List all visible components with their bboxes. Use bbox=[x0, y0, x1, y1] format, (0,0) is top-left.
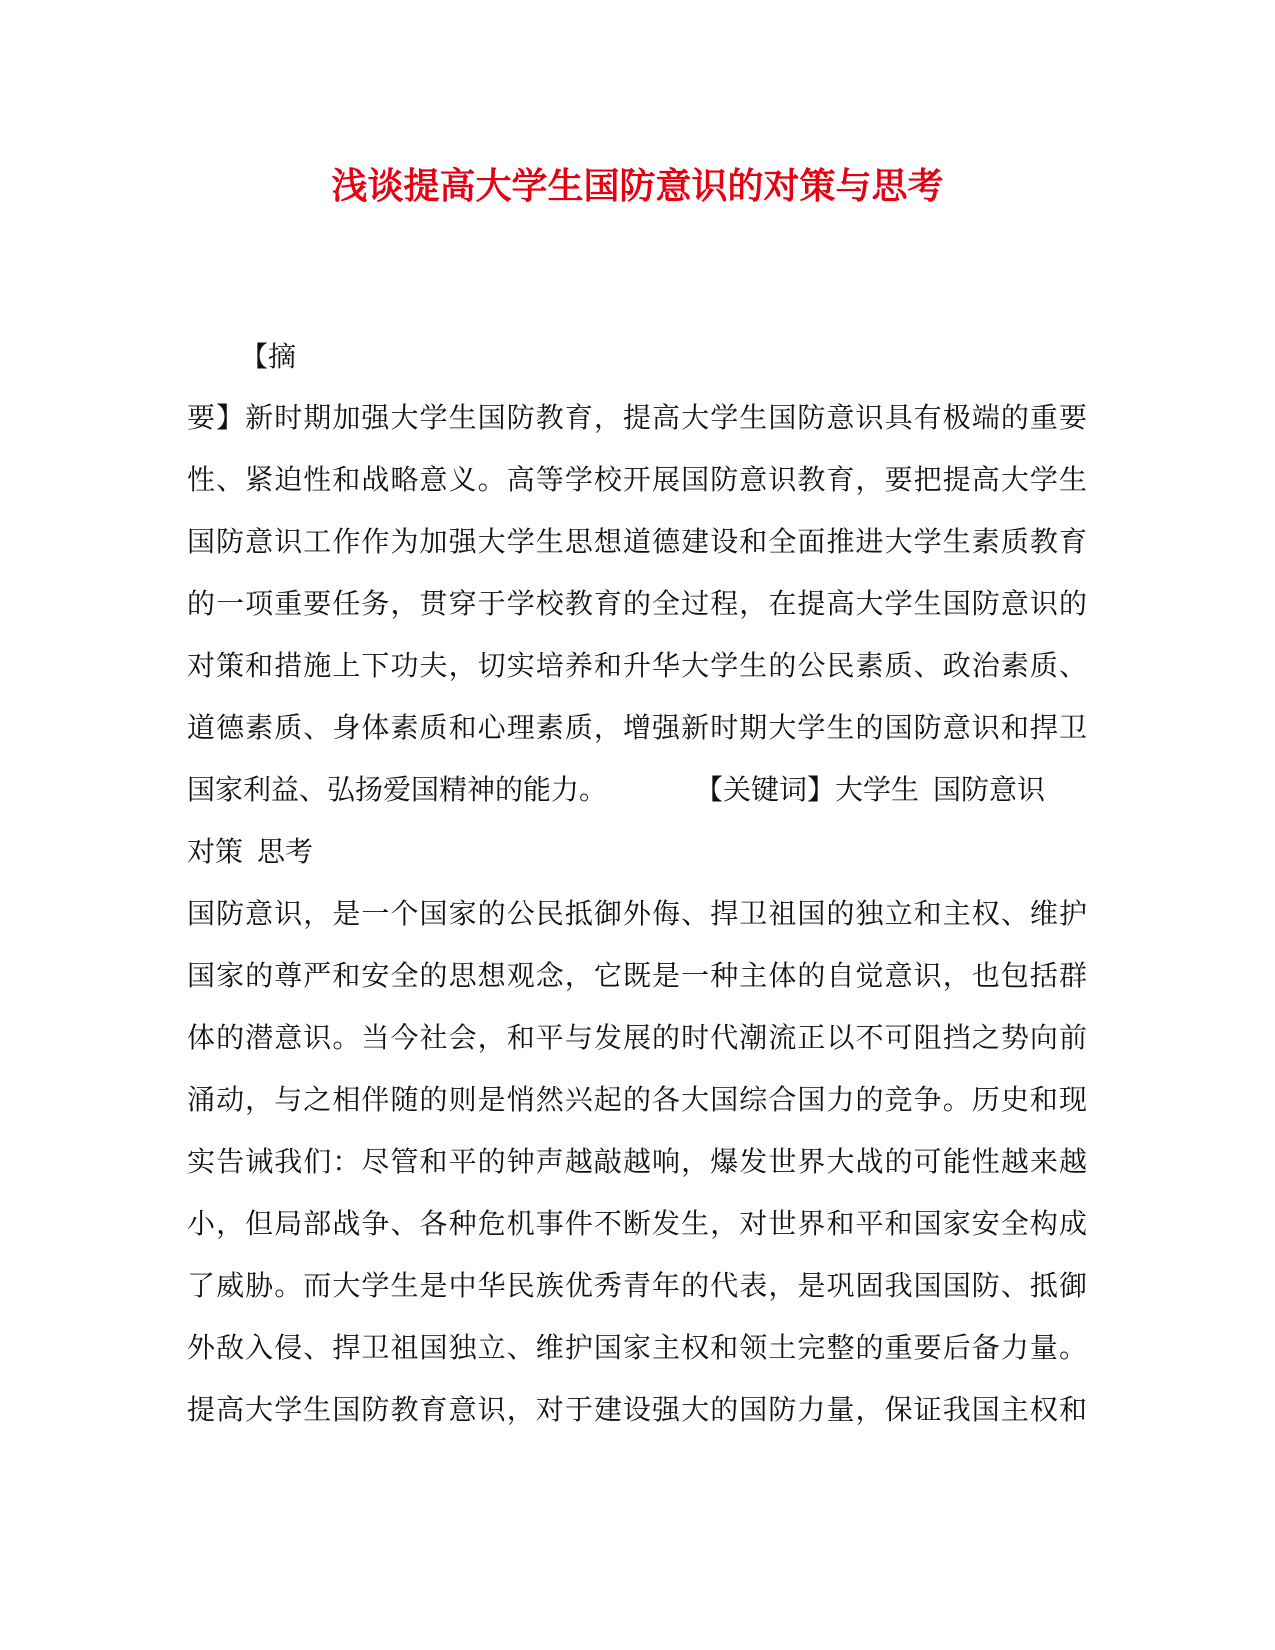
body-line: 实告诫我们：尽管和平的钟声越敲越响，爆发世界大战的可能性越来越 bbox=[187, 1145, 1087, 1178]
keyword-item: 大学生 bbox=[835, 773, 920, 806]
body-line: 外敌入侵、捍卫祖国独立、维护国家主权和领土完整的重要后备力量。 bbox=[187, 1331, 1087, 1364]
body-line: 国防意识，是一个国家的公民抵御外侮、捍卫祖国的独立和主权、维护 bbox=[187, 897, 1087, 930]
keywords-label: 【关键词】 bbox=[695, 773, 836, 806]
abstract-line: 道德素质、身体素质和心理素质，增强新时期大学生的国防意识和捍卫 bbox=[187, 711, 1087, 744]
body-line: 了威胁。而大学生是中华民族优秀青年的代表，是巩固我国国防、抵御 bbox=[187, 1269, 1087, 1302]
body-line: 提高大学生国防教育意识，对于建设强大的国防力量，保证我国主权和 bbox=[187, 1393, 1087, 1426]
keyword-item: 对策 bbox=[187, 835, 244, 868]
keyword-item: 国防意识 bbox=[933, 773, 1046, 806]
abstract-closing-text: 国家利益、弘扬爱国精神的能力。 bbox=[187, 773, 608, 806]
keyword-item: 思考 bbox=[257, 835, 314, 868]
abstract-line: 对策和措施上下功夫，切实培养和升华大学生的公民素质、政治素质、 bbox=[187, 649, 1087, 682]
body-line: 小，但局部战争、各种危机事件不断发生，对世界和平和国家安全构成 bbox=[187, 1207, 1087, 1240]
document-title: 浅谈提高大学生国防意识的对策与思考 bbox=[331, 165, 944, 207]
keywords-continued bbox=[187, 832, 1087, 872]
abstract-line: 性、紧迫性和战略意义。高等学校开展国防意识教育，要把提高大学生 bbox=[187, 463, 1087, 496]
abstract-line: 国防意识工作作为加强大学生思想道德建设和全面推进大学生素质教育 bbox=[187, 525, 1087, 558]
body-line: 涌动，与之相伴随的则是悄然兴起的各大国综合国力的竞争。历史和现 bbox=[187, 1083, 1087, 1116]
abstract-line: 的一项重要任务，贯穿于学校教育的全过程，在提高大学生国防意识的 bbox=[187, 587, 1087, 620]
abstract-closing-line bbox=[187, 770, 1087, 810]
body-line: 体的潜意识。当今社会，和平与发展的时代潮流正以不可阻挡之势向前 bbox=[187, 1021, 1087, 1054]
abstract-line: 要】新时期加强大学生国防教育，提高大学生国防意识具有极端的重要 bbox=[187, 401, 1087, 434]
body-line: 国家的尊严和安全的思想观念，它既是一种主体的自觉意识，也包括群 bbox=[187, 959, 1087, 992]
abstract-label-head: 【摘 bbox=[240, 340, 297, 373]
